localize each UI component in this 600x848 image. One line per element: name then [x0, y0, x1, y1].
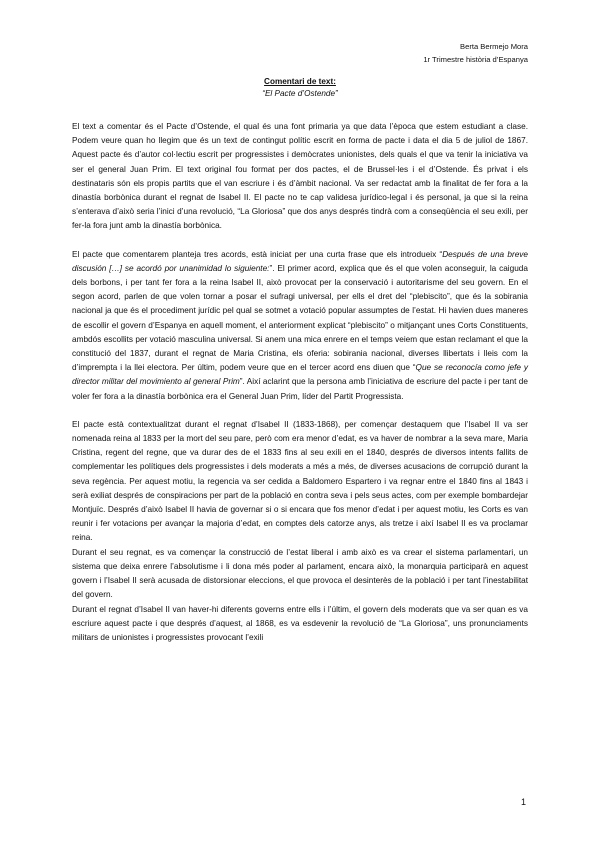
document-title — [0, 76, 600, 100]
paragraph-intro: El text a comentar és el Pacte d’Ostende, el qual és una font primaria ya que data l’època que estem estudiant a clase. Podem veure quan ho llegim que és un text de contingut polític escrit en forma de pacte i data el dia 5 de juliol de 1867. Aquest pacte és d’autor col·lectiu escrit per progressistes i demòcrates unionistes, dels quals el que va tenir la iniciativa va ser el general Juan Prim. El text original fou format per dos pactes, el de Brussel·les i el d’Ostende. És privat i els destinataris són els propis partits que el van escriure i és d’àmbit nacional. Va ser redactat amb la finalitat de fer fora a la dinastía borbònica durant el regnat de Isabel II. El pacte no te cap validesa jurídico-legal i és personal, ja que si la reina s’enterava d’això seria l’inici d’una revolució, “La Gloriosa” que dos anys després tindrà com a conseqüència el seu exili, per fer-la fora junt amb la dinastía borbònica. — [72, 122, 528, 231]
author-name: Berta Bermejo Mora — [460, 42, 528, 51]
title-line-2: “El Pacte d’Ostende” — [262, 89, 338, 98]
paragraph-analysis-part-3: ”. Així aclarint que la persona amb l’iniciativa de escriure del pacte i per tant de voler fer fora a la dinastía borbònica era el General Juan Prim, líder del Partit Progressista. — [72, 377, 528, 401]
course-label: 1r Trimestre història d’Espanya — [423, 55, 528, 64]
paragraph-analysis-part-1: El pacte que comentarem planteja tres acords, està iniciat per una curta frase que els introdueix “ — [72, 249, 443, 259]
quote-prim: Que se reconocía como jefe y director militar del movimiento al general Prim — [72, 363, 528, 387]
document-body — [72, 120, 528, 645]
page-number: 1 — [520, 797, 526, 807]
paragraph-analysis — [72, 248, 528, 404]
paragraph-analysis-part-2: ”. El primer acord, explica que és el que volen aconseguir, la caiguda dels borbons, i per tant fer fora a la reina Isabel II, això provocat per la conservació i autoritarisme del seu govern. En el segon acord, parlen de que volen tornar a posar el sufragi universal, per ells el dret del “plebiscito”, que és la sobirania nacional ja que és el procediment jurídic pel qual se sotmet a votació popular assumptes de l’estat. Hi havien dues maneres de escollir el govern d’Espanya en aquell moment, el anteriorment explicat “plebiscito” o mitjançant unes Corts Constituents, ambdós escollits per votació masculina universal. Si anem una mica enrere en el temps veiem que estan reclamant el que la constitució del 1837, durant el regnat de Maria Cristina, els oferia: sobirania nacional, diverses llibertats i lleis com la d’imprempta i la llei electora. Per últim, podem veure que en el tercer acord ens diuen que “ — [72, 263, 528, 373]
title-line-1: Comentari de text: — [264, 77, 336, 86]
quote-discussion: Después de una breve discusión […] se acordó por unanimidad lo siguiente: — [72, 249, 528, 273]
page-header — [423, 40, 528, 66]
paragraph-context: El pacte està contextualitzat durant el regnat d’Isabel II (1833-1868), per començar destaquem que l’Isabel II va ser nomenada reina al 1833 per la mort del seu pare, però com era menor d’edat, es va haver de nombrar a la seva mare, Maria Cristina, regent del regne, que va durar des de el 1833 fins al seu exili en el 1840, després de diversos intents fallits de complementar les polítiques dels progressistes i dels moderats a més a més, de diverses acusacions de corrupció durant la seva regència. Per aquest motiu, la regencia va ser cedida a Baldomero Espartero i va regnar entre el 1840 fins al 1843 i serà exiliat després de conspiracions per part de la població en contra seva i pels seus actes, com per exemple bombardejar Montjuïc. Després d’això Isabel II havia de governar si o si encara que fos menor d’edat i per aquest motiu, les Corts es van reunir i fer votacions per avançar la majoria d’edat, en comptes dels catorze anys, als tretze i així Isabel II es va proclamar reina. — [72, 419, 528, 543]
paragraph-reign: Durant el seu regnat, es va començar la construcció de l’estat liberal i amb això es va crear el sistema parlamentari, un sistema que deixa enrere l’absolutisme i li dona més poder al parlament, encara això, la monarquia participarà en aquest govern i l’Isabel II serà acusada de distorsionar eleccions, el que provoca el desinterès de la població i per tant l’inestabilitat del govern. — [72, 547, 528, 600]
paragraph-governments: Durant el regnat d’Isabel II van haver-hi diferents governs entre ells i l’últim, el govern dels moderats que va ser quan es va escriure aquest pacte i que després d’aquest, al 1868, es va esdevenir la revolució de “La Gloriosa”, uns pronunciaments militars de unionistes i progressistes provocant l’exili — [72, 604, 528, 642]
